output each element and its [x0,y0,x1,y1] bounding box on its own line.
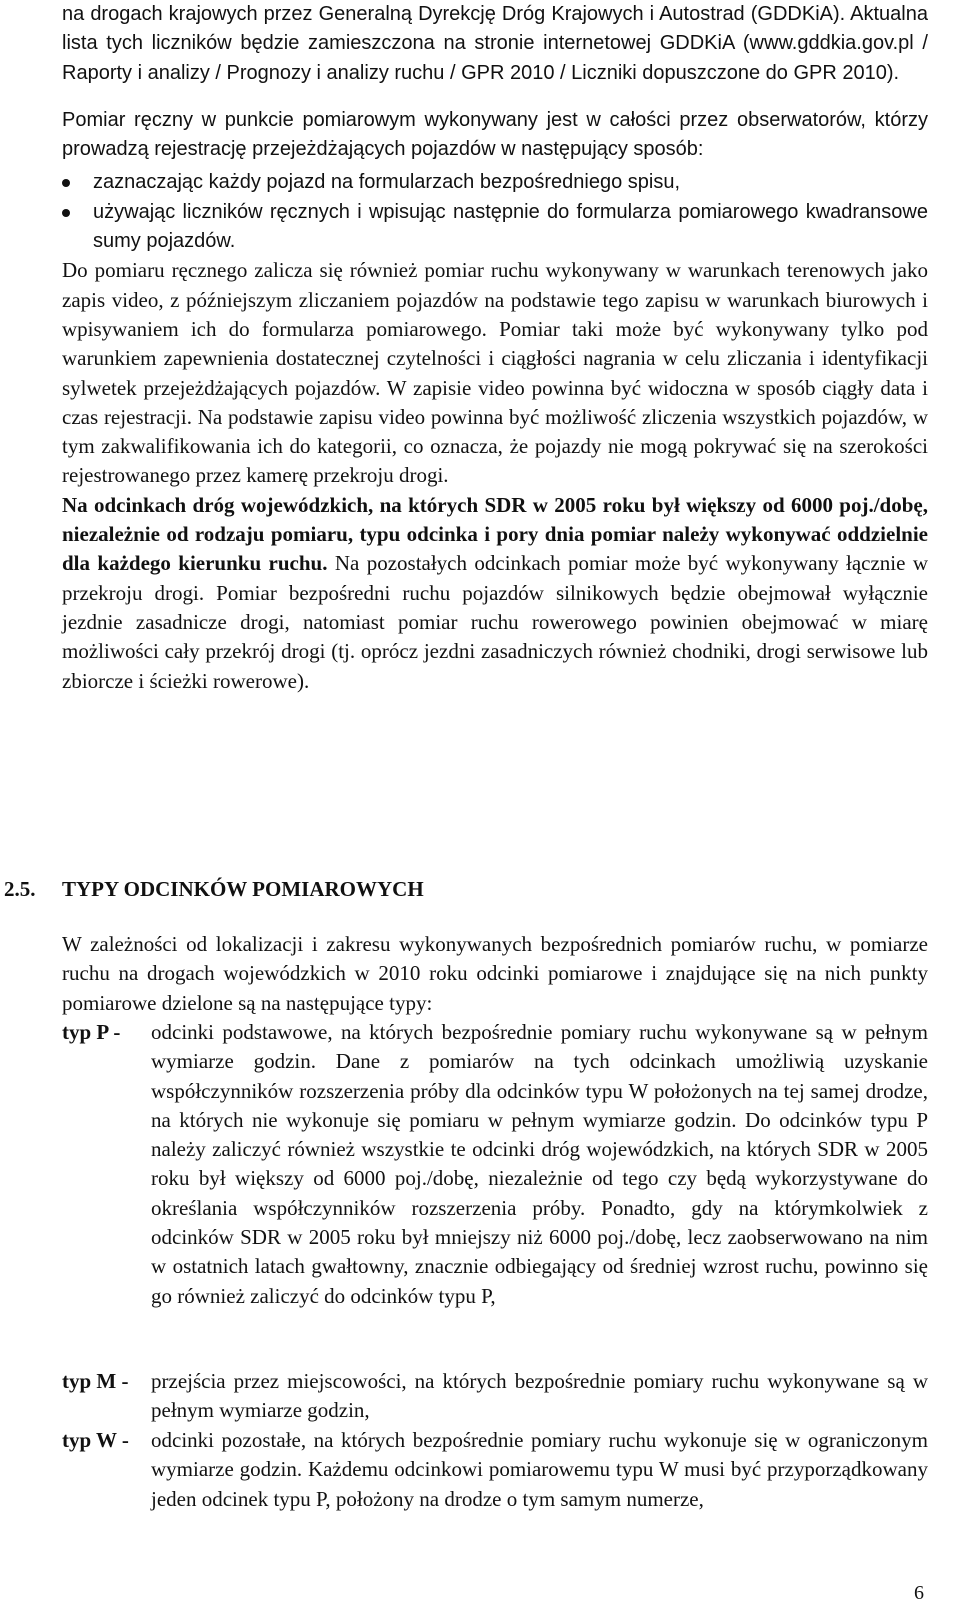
list-item-text: używając liczników ręcznych i wpisując następnie do formularza pomiarowego kwadransowe sumy pojazdów. [93,200,928,253]
video-paragraph-tail: Na pozostałych odcinkach pomiar może być wykonywany łącznie w przekroju drogi. Pomiar bezpośredni ruchu pojazdów silnikowych będzie obejmował wyłącznie jezdnie zasadnicze drogi, natomiast pomiar ruchu rowerowego powinien obejmować w miarę możliwości cały przekrój drogi (tj. oprócz jezdni zasadniczych również chodniki, drogi serwisowe lub zbiorcze i ścieżki rowerowe). [62,551,928,693]
list-item [62,168,928,197]
bullet-icon [62,209,70,217]
type-description: odcinki podstawowe, na których bezpośrednie pomiary ruchu wykonywane są w pełnym wymiarze godzin. Dane z pomiarów na tych odcinkach umożliwią uzyskanie współczynników rozszerzenia próby dla odcinków typu W położonych na tej samej drodze, na których nie wykonuje się pomiaru w pełnym wymiarze godzin. Do odcinków typu P należy zaliczyć również wszystkie te odcinki dróg wojewódzkich, na których SDR w 2005 roku był większy od 6000 poj./dobę, niezależnie od tego czy będą wykorzystywane do określania współczynników rozszerzenia próby. Ponadto, gdy na którymkolwiek z odcinków SDR w 2005 roku był mniejszy niż 6000 poj./dobę, lecz zaobserwowano na nim w ostatnich latach gwałtowny, znacznie odbiegający od średniej wzrost ruchu, powinno się go również zaliczyć do odcinków typu P, [151,1020,928,1308]
type-entry-p [62,1018,928,1311]
manual-measurement-list [62,168,928,256]
video-paragraph-main: Do pomiaru ręcznego zalicza się również pomiar ruchu wykonywany w warunkach terenowych jako zapis video, z późniejszym zliczaniem pojazdów na podstawie tego zapisu w warunkach biurowych i wpisywaniem ich do formularza pomiarowego. Pomiar taki może być wykonywany tylko pod warunkiem zapewnienia dostatecznej czytelności i ciągłości nagrania w celu zliczania i identyfikacji sylwetek przejeżdżających pojazdów. W zapisie video powinna być widoczna w sposób ciągły data i czas rejestracji. Na podstawie zapisu video powinna być możliwość zliczenia wszystkich pojazdów, w tym zakwalifikowania ich do kategorii, co oznacza, że pojazdy nie mogą pokrywać się na szerokości rejestrowanego przez kamerę przekroju drogi. [62,258,928,488]
section-title: TYPY ODCINKÓW POMIAROWYCH [62,877,424,901]
page-number: 6 [914,1582,924,1604]
type-label: typ W - [62,1428,129,1452]
section-intro-paragraph: W zależności od lokalizacji i zakresu wykonywanych bezpośrednich pomiarów ruchu, w pomiarze ruchu na drogach wojewódzkich w 2010 roku odcinki pomiarowe i znajdujące się na nich punkty pomiarowe dzielone są na następujące typy: [62,932,928,1015]
list-item [62,198,928,257]
type-entry-w [62,1426,928,1514]
type-description: przejścia przez miejscowości, na których bezpośrednie pomiary ruchu wykonywane są w pełnym wymiarze godzin, [151,1369,928,1423]
type-entry-m [62,1367,928,1426]
list-item-text: zaznaczając każdy pojazd na formularzach bezpośredniego spisu, [93,171,681,194]
type-label: typ M - [62,1369,129,1393]
video-paragraph [62,256,928,695]
bullet-icon [62,179,70,187]
type-label: typ P - [62,1020,121,1044]
type-description: odcinki pozostałe, na których bezpośrednie pomiary ruchu wykonuje się w ograniczonym wymiarze godzin. Każdemu odcinkowi pomiarowemu typu W musi być przyporządkowany jeden odcinek typu P, położony na drodze o tym samym numerze, [151,1428,928,1511]
intro-paragraph: na drogach krajowych przez Generalną Dyrekcję Dróg Krajowych i Autostrad (GDDKiA). Aktualna lista tych liczników będzie zamieszczona na stronie internetowej GDDKiA (www.gddkia.gov.pl / Raporty i analizy / Prognozy i analizy ruchu / GPR 2010 / Liczniki dopuszczone do GPR 2010). [62,3,928,84]
video-paragraph-bold: Na odcinkach dróg wojewódzkich, na których SDR w 2005 roku był większy od 6000 poj./dobę, niezależnie od rodzaju pomiaru, typu odcinka i pory dnia pomiar należy wykonywać oddzielnie dla każdego kierunku ruchu. [62,492,928,576]
manual-measurement-paragraph: Pomiar ręczny w punkcie pomiarowym wykonywany jest w całości przez obserwatorów, którzy prowadzą rejestrację przejeżdżających pojazdów w następujący sposób: [62,108,928,161]
page-content [62,0,928,696]
section-number: 2.5. [4,877,36,901]
